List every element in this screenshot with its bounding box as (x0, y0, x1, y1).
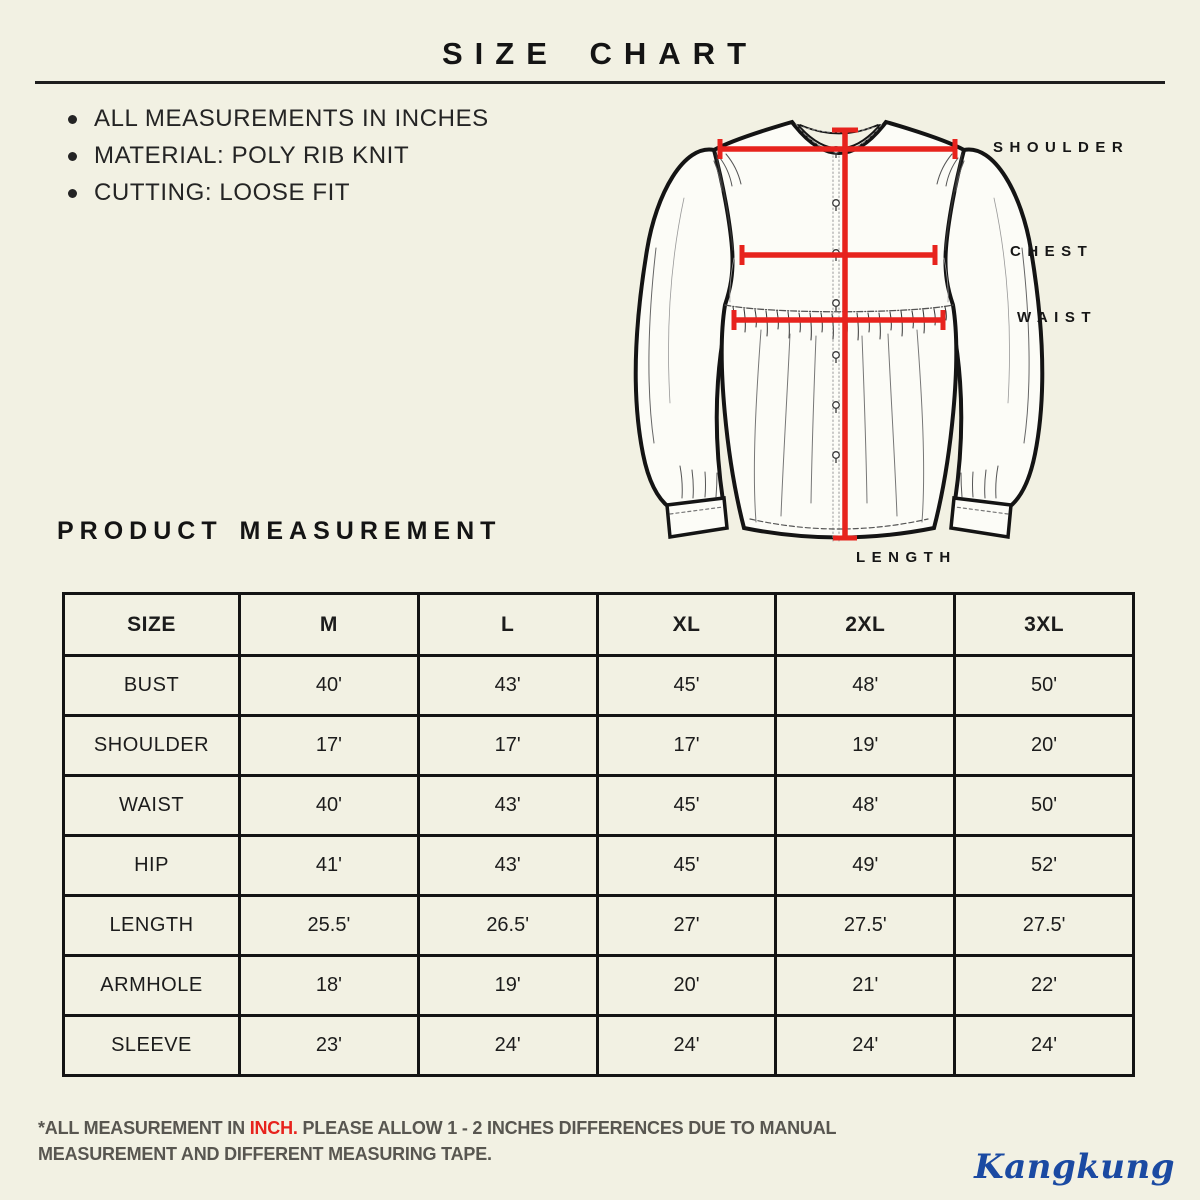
row-label: HIP (64, 836, 240, 896)
page-title: SIZE CHART (442, 36, 758, 71)
measurement-value: 19' (776, 716, 955, 776)
measurement-value: 18' (240, 956, 419, 1016)
measurement-value: 27.5' (955, 896, 1134, 956)
footnote (38, 1115, 858, 1167)
measurement-value: 48' (776, 656, 955, 716)
measurement-value: 24' (418, 1016, 597, 1076)
note-cutting: CUTTING: LOOSE FIT (66, 174, 489, 211)
measurement-value: 20' (955, 716, 1134, 776)
measurement-value: 25.5' (240, 896, 419, 956)
row-shoulder (64, 716, 1134, 776)
row-armhole (64, 956, 1134, 1016)
measurement-table (62, 592, 1135, 1077)
row-label: BUST (64, 656, 240, 716)
row-label: ARMHOLE (64, 956, 240, 1016)
measurement-value: 43' (418, 776, 597, 836)
chest-label: CHEST (1010, 243, 1094, 260)
length-label: LENGTH (856, 549, 957, 566)
measurement-value: 27.5' (776, 896, 955, 956)
row-length (64, 896, 1134, 956)
header-size: SIZE (64, 594, 240, 656)
header-xl: XL (597, 594, 776, 656)
measurement-value: 21' (776, 956, 955, 1016)
measurement-value: 49' (776, 836, 955, 896)
section-title: PRODUCT MEASUREMENT (57, 517, 502, 545)
measurement-value: 26.5' (418, 896, 597, 956)
measurement-value: 24' (776, 1016, 955, 1076)
measurement-value: 17' (597, 716, 776, 776)
waist-label: WAIST (1017, 309, 1097, 326)
measurement-value: 23' (240, 1016, 419, 1076)
footnote-inch-highlight: INCH. (249, 1118, 298, 1138)
row-label: WAIST (64, 776, 240, 836)
measurement-value: 17' (240, 716, 419, 776)
measurement-value: 43' (418, 656, 597, 716)
title-divider (35, 81, 1165, 84)
measurement-value: 24' (597, 1016, 776, 1076)
measurement-value: 48' (776, 776, 955, 836)
row-waist (64, 776, 1134, 836)
measurement-value: 40' (240, 656, 419, 716)
header-2xl: 2XL (776, 594, 955, 656)
measurement-value: 22' (955, 956, 1134, 1016)
header-l: L (418, 594, 597, 656)
measurement-value: 17' (418, 716, 597, 776)
measurement-value: 41' (240, 836, 419, 896)
blouse-illustration (620, 98, 1058, 576)
measurement-value: 24' (955, 1016, 1134, 1076)
measurement-value: 43' (418, 836, 597, 896)
measurement-value: 45' (597, 656, 776, 716)
row-label: SHOULDER (64, 716, 240, 776)
measurement-value: 27' (597, 896, 776, 956)
notes-list (66, 100, 489, 211)
measurement-value: 20' (597, 956, 776, 1016)
left-cuff (667, 498, 727, 537)
note-measurements: ALL MEASUREMENTS IN INCHES (66, 100, 489, 137)
note-material: MATERIAL: POLY RIB KNIT (66, 137, 489, 174)
shoulder-label: SHOULDER (993, 139, 1130, 156)
footnote-line-1 (38, 1115, 858, 1141)
measurement-value: 40' (240, 776, 419, 836)
footnote-line-2: MEASUREMENT AND DIFFERENT MEASURING TAPE. (38, 1144, 492, 1164)
header-m: M (240, 594, 419, 656)
measurement-value: 50' (955, 776, 1134, 836)
measurement-value: 50' (955, 656, 1134, 716)
row-bust (64, 656, 1134, 716)
row-sleeve (64, 1016, 1134, 1076)
measurement-value: 45' (597, 776, 776, 836)
footnote-prefix: *ALL MEASUREMENT IN (38, 1118, 250, 1138)
right-cuff (951, 498, 1011, 537)
measurement-value: 19' (418, 956, 597, 1016)
table-header-row (64, 594, 1134, 656)
measurement-value: 45' (597, 836, 776, 896)
row-label: LENGTH (64, 896, 240, 956)
brand-logo: Kangkung (974, 1147, 1175, 1187)
row-hip (64, 836, 1134, 896)
footnote-rest: PLEASE ALLOW 1 - 2 INCHES DIFFERENCES DUE TO MANUAL (297, 1118, 837, 1138)
header-3xl: 3XL (955, 594, 1134, 656)
measurement-value: 52' (955, 836, 1134, 896)
row-label: SLEEVE (64, 1016, 240, 1076)
